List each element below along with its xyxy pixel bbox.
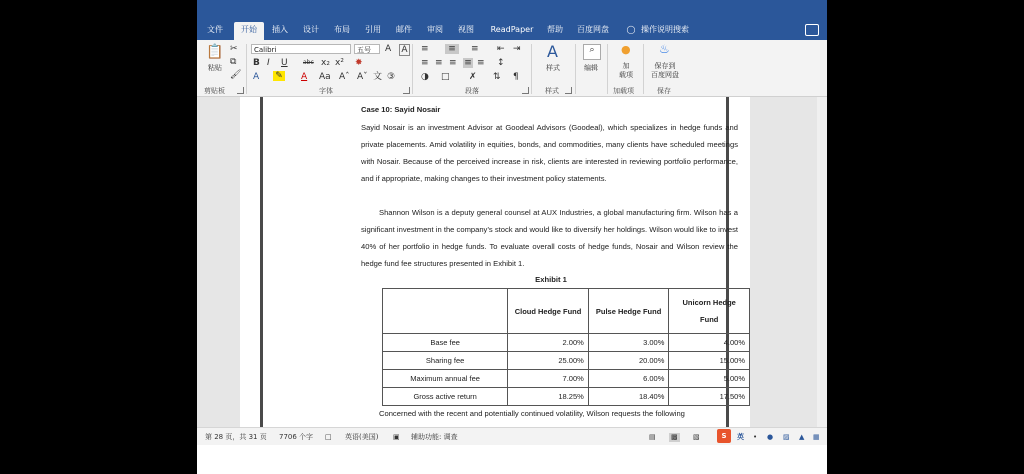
macro-icon[interactable]: ▣ [393, 433, 400, 441]
line-spacing-icon[interactable]: ↕ [497, 58, 505, 68]
superscript-icon[interactable]: x² [335, 58, 344, 68]
microphone-icon[interactable]: ● [767, 433, 774, 441]
increase-indent-icon[interactable]: ⇥ [513, 44, 521, 54]
paste-icon[interactable]: 📋 [206, 44, 224, 60]
separator [412, 44, 413, 94]
vertical-scrollbar[interactable] [817, 97, 827, 427]
table-row [383, 370, 750, 388]
separator [575, 44, 576, 94]
addins-group-label: 加载项 [613, 87, 634, 95]
addins-label[interactable]: 加 载项 [619, 62, 633, 79]
char-border-icon[interactable]: A [399, 44, 410, 56]
table-cell[interactable]: 17.50% [669, 388, 750, 406]
numbering-icon[interactable]: ≡ [445, 44, 459, 54]
distributed-icon[interactable]: ≡ [477, 58, 485, 68]
tab-review[interactable]: 审阅 [427, 25, 443, 34]
sort-icon[interactable]: ⇅ [493, 72, 501, 82]
bold-icon[interactable]: B [253, 58, 260, 68]
underline-icon[interactable]: U [281, 58, 288, 68]
grow-font-size-icon[interactable]: Aˆ [339, 72, 350, 82]
page-left-border [260, 97, 263, 427]
ime-punctuation-icon[interactable]: • [753, 433, 758, 441]
multilevel-list-icon[interactable]: ≡ [471, 44, 479, 54]
tab-insert[interactable]: 插入 [272, 25, 288, 34]
paste-label[interactable]: 粘贴 [208, 64, 222, 72]
fee-table[interactable] [382, 288, 750, 406]
tab-design[interactable]: 设计 [303, 25, 319, 34]
skin-icon[interactable]: ▲ [799, 433, 805, 441]
paragraph-group-label: 段落 [465, 87, 479, 95]
shrink-font-size-icon[interactable]: Aˇ [357, 72, 368, 82]
show-marks-icon[interactable]: ¶ [513, 72, 519, 82]
table-cell[interactable]: 15.00% [669, 352, 750, 370]
trailing-paragraph[interactable]: Concerned with the recent and potentially continued volatility, Wilson requests the following [379, 409, 685, 418]
font-group-label: 字体 [319, 87, 333, 95]
table-cell[interactable]: 6.00% [588, 370, 669, 388]
tab-references[interactable]: 引用 [365, 25, 381, 34]
table-header-cell[interactable] [383, 289, 508, 334]
word-count[interactable]: 7706 个字 [279, 433, 314, 441]
separator [531, 44, 532, 94]
table-row [383, 388, 750, 406]
read-mode-icon[interactable]: ▤ [649, 433, 656, 441]
table-header-cell[interactable]: Unicorn Hedge Fund [669, 289, 750, 334]
table-cell[interactable]: 2.00% [508, 334, 589, 352]
tab-home[interactable]: 开始 [234, 22, 264, 40]
table-row [383, 352, 750, 370]
table-cell[interactable]: 3.00% [588, 334, 669, 352]
styles-label[interactable]: 样式 [546, 64, 560, 72]
web-layout-icon[interactable]: ▧ [693, 433, 700, 441]
ribbon-tab-bar [197, 0, 827, 40]
font-launcher-icon[interactable] [403, 87, 410, 94]
grow-font-icon[interactable]: A [385, 44, 392, 54]
format-painter-icon[interactable]: 🖌 [230, 70, 242, 80]
print-layout-icon[interactable]: ▩ [671, 433, 678, 441]
table-cell[interactable]: 4.00% [669, 334, 750, 352]
exhibit-title[interactable]: Exhibit 1 [535, 275, 567, 284]
phonetic-guide-icon[interactable]: 文 [373, 72, 383, 82]
editing-label[interactable]: 编辑 [584, 64, 598, 72]
tab-baidu-netdisk[interactable]: 百度网盘 [577, 25, 609, 34]
toolbox-icon[interactable]: ▦ [813, 433, 820, 441]
page-count[interactable]: 第 28 页，共 31 页 [205, 433, 267, 441]
status-bar [197, 427, 827, 446]
enclose-char-icon[interactable]: ③ [387, 72, 396, 82]
clipboard-launcher-icon[interactable] [237, 87, 244, 94]
word-window [197, 0, 827, 474]
lightbulb-icon: ◯ [626, 25, 636, 34]
clear-format-icon[interactable]: ✸ [355, 58, 363, 68]
language-indicator[interactable]: 英语(美国) [345, 433, 379, 441]
table-row [383, 334, 750, 352]
separator [246, 44, 247, 94]
tab-file[interactable]: 文件 [207, 25, 223, 34]
decrease-indent-icon[interactable]: ⇤ [497, 44, 505, 54]
paragraph-1[interactable]: Sayid Nosair is an investment Advisor at Goodeal Advisors (Goodeal), which specializes in hedge funds and private placements. Amid volatility in equities, bonds, and commodities, many clients have scheduled meetings with Nosair. Because of the perceived increase in risk, clients are interested in reviewing portfolio performance, and if appropriate, making changes to their investment policy statements. [361, 123, 738, 183]
styles-launcher-icon[interactable] [565, 87, 572, 94]
styles-group-label: 样式 [545, 87, 559, 95]
text-effects-icon[interactable]: A [253, 72, 260, 82]
window-bottom [197, 445, 827, 474]
borders-icon[interactable]: □ [441, 72, 450, 82]
ribbon [197, 40, 827, 97]
font-family-select[interactable]: Calibri [251, 44, 351, 54]
subscript-icon[interactable]: x₂ [321, 58, 330, 68]
save-group-label: 保存 [657, 87, 671, 95]
cut-icon[interactable]: ✂ [230, 44, 238, 54]
addin-icon[interactable]: ● [621, 43, 631, 56]
table-cell[interactable]: 7.00% [508, 370, 589, 388]
tab-readpaper[interactable]: ReadPaper [490, 25, 534, 34]
comment-icon[interactable] [805, 24, 819, 36]
accessibility-status[interactable]: 辅助功能: 调查 [411, 433, 458, 441]
document-area [197, 97, 827, 427]
tell-me-search[interactable]: 操作说明搜索 [641, 25, 689, 34]
table-cell[interactable]: Sharing fee [383, 352, 508, 370]
shading-icon[interactable]: ◑ [421, 72, 429, 82]
clipboard-group-label: 剪贴板 [204, 87, 225, 95]
bullets-icon[interactable]: ≡ [421, 44, 429, 54]
table-cell[interactable]: 5.00% [669, 370, 750, 388]
table-cell[interactable]: Maximum annual fee [383, 370, 508, 388]
table-cell[interactable]: Gross active return [383, 388, 508, 406]
save-to-baidu-label[interactable]: 保存到 百度网盘 [651, 62, 679, 79]
find-icon[interactable]: ⌕ [583, 44, 601, 60]
tab-view[interactable]: 视图 [458, 25, 474, 34]
align-center-icon[interactable]: ≡ [435, 58, 443, 68]
table-cell[interactable]: 18.25% [508, 388, 589, 406]
align-right-icon[interactable]: ≡ [449, 58, 457, 68]
change-case-icon[interactable]: Aa [319, 72, 331, 82]
font-size-select[interactable]: 五号 [354, 44, 380, 54]
table-cell[interactable]: 18.40% [588, 388, 669, 406]
styles-icon[interactable]: A [547, 42, 558, 61]
strikethrough-icon[interactable]: abc [303, 59, 314, 66]
proofing-icon[interactable]: □ [325, 433, 332, 441]
baidu-netdisk-icon[interactable]: ♨ [659, 42, 670, 56]
italic-icon[interactable]: I [267, 58, 270, 68]
document-page[interactable] [240, 97, 750, 427]
paragraph-launcher-icon[interactable] [522, 87, 529, 94]
table-cell[interactable]: Base fee [383, 334, 508, 352]
table-cell[interactable]: 25.00% [508, 352, 589, 370]
keyboard-icon[interactable]: ▨ [783, 433, 790, 441]
tab-layout[interactable]: 布局 [334, 25, 350, 34]
paragraph-2[interactable]: Shannon Wilson is a deputy general counsel at AUX Industries, a global manufacturing firm. Wilson has a significant investment in the company’s stock and would like to diversify her holdings. Wilson would like to invest 40% of her portfolio in hedge funds. To evaluate overall costs of hedge funds, Nosair and Wilson review the hedge fund fee structures presented in Exhibit 1. [361, 208, 738, 268]
table-header-row [383, 289, 750, 334]
separator [643, 44, 644, 94]
ime-logo-icon[interactable]: S [717, 429, 731, 443]
chinese-layout-icon[interactable]: ✗ [469, 72, 477, 82]
justify-icon[interactable]: ≡ [464, 58, 472, 68]
table-header-cell[interactable]: Cloud Hedge Fund [508, 289, 589, 334]
highlight-icon[interactable]: ✎ [273, 71, 285, 81]
separator [607, 44, 608, 94]
tab-help[interactable]: 帮助 [547, 25, 563, 34]
case-heading[interactable]: Case 10: Sayid Nosair [361, 105, 441, 114]
ime-language[interactable]: 英 [737, 433, 744, 441]
table-header-cell[interactable]: Pulse Hedge Fund [588, 289, 669, 334]
copy-icon[interactable]: ⧉ [230, 57, 237, 67]
tab-mailings[interactable]: 邮件 [396, 25, 412, 34]
font-color-icon[interactable]: A [301, 72, 308, 82]
table-cell[interactable]: 20.00% [588, 352, 669, 370]
align-left-icon[interactable]: ≡ [421, 58, 429, 68]
